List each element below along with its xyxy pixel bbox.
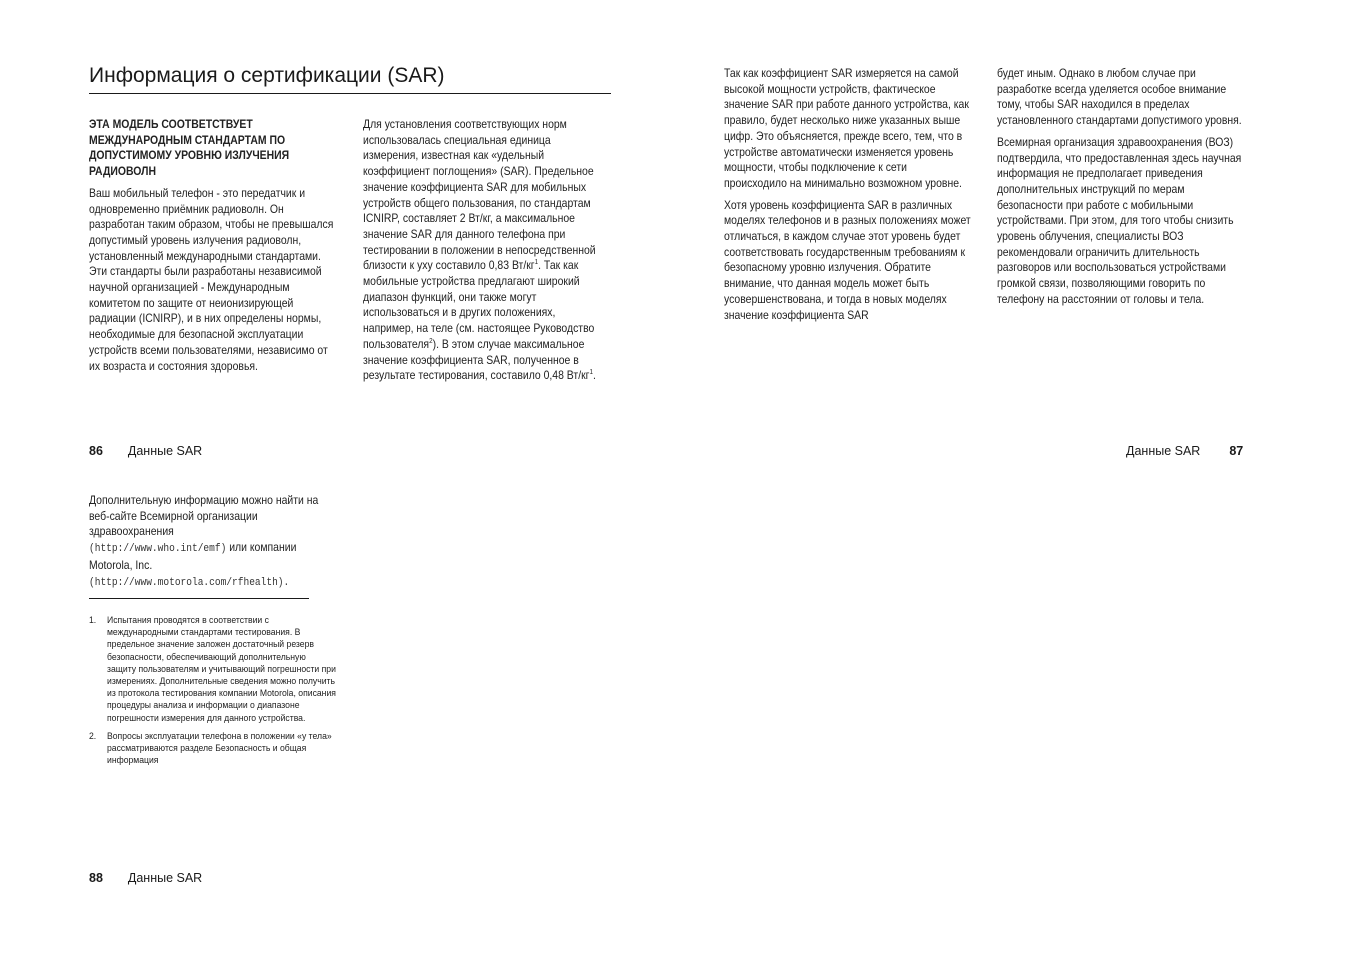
sar-text-part2: . Так как мобильные устройства предлагают широкий диапазон функций, они также могут использоваться и в других положениях, например, на теле (см. настоящее Руководство пользователя bbox=[363, 259, 595, 351]
sar-text-part3: ). В этом случае максимальное значение коэффициента SAR, полученное в результате тестирования, составило 0,48 Вт/кг bbox=[363, 337, 590, 383]
footnote-ref-2[interactable]: 2 bbox=[429, 337, 433, 345]
footer-label: Данные SAR bbox=[127, 871, 203, 885]
page-number: 88 bbox=[89, 871, 103, 885]
footnote-text: Испытания проводятся в соответствии с международными стандартами тестирования. В предельное значение заложен достаточный резерв безопасности, обеспечивающий дополнительную защиту пользователям и учитывающий погрешности при измерениях. Дополнительные сведения можно получить из протокола тестирования компании Motorola, описания процедуры анализа и информации о диапазоне погрешности измерения для данного устройства. bbox=[107, 615, 336, 724]
footnote-number: 1. bbox=[89, 615, 97, 626]
page86-footer bbox=[89, 443, 202, 459]
page88-info bbox=[89, 493, 339, 597]
page-number: 87 bbox=[1229, 444, 1244, 458]
sar-text-part4: . bbox=[592, 369, 596, 383]
footnote-2 bbox=[89, 731, 337, 768]
intro-paragraph: Ваш мобильный телефон - это передатчик и одновременно приёмник радиоволн. Он разработан таким образом, чтобы не превышался допустимый уровень излучения радиоволн, установленный международными стандартами. Эти стандарты были разработаны независимой научной организацией - Международным комитетом по защите от неионизирующей радиации (ICNIRP), и в них определены нормы, необходимые для безопасной эксплуатации устройств всеми пользователями, независимо от их возраста и состояния здоровья. bbox=[89, 186, 334, 373]
page87-footer bbox=[1126, 443, 1243, 459]
motorola-link[interactable]: (http://www.motorola.com/rfhealth). bbox=[89, 576, 290, 589]
footnote-ref-1b[interactable]: 1 bbox=[589, 369, 593, 377]
page87-column-2 bbox=[997, 66, 1245, 314]
page88-footer bbox=[89, 870, 202, 886]
page-title: Информация о сертификации (SAR) bbox=[89, 62, 611, 94]
paragraph: Всемирная организация здравоохранения (ВОЗ) подтвердила, что предоставленная здесь научная информация не предполагает приведения дополнительных инструкций по мерам безопасности при работе с мобильными устройствами. При этом, для того чтобы снизить уровень облучения, специалисты ВОЗ рекомендовали ограничить длительность разговоров или воспользоваться устройствами громкой связи, позволяющими говорить по телефону на расстоянии от головы и тела. bbox=[997, 135, 1242, 306]
info-paragraph bbox=[89, 493, 339, 591]
page86-column-1 bbox=[89, 117, 337, 380]
info-connector: или компании Motorola, Inc. bbox=[89, 541, 297, 572]
footer-label: Данные SAR bbox=[1126, 444, 1201, 458]
who-link[interactable]: (http://www.who.int/emf) bbox=[89, 543, 227, 556]
section-heading: ЭТА МОДЕЛЬ СООТВЕТСТВУЕТ МЕЖДУНАРОДНЫМ СТАНДАРТАМ ПО ДОПУСТИМОМУ УРОВНЮ ИЗЛУЧЕНИЯ РАДИОВОЛН bbox=[89, 118, 290, 179]
page-number: 86 bbox=[89, 444, 103, 458]
footnote-number: 2. bbox=[89, 730, 97, 742]
paragraph: будет иным. Однако в любом случае при разработке всегда уделяется особое внимание тому, чтобы SAR находился в пределах установленного стандартами допустимого уровня. bbox=[997, 67, 1242, 128]
sar-text-part1: Для установления соответствующих норм использовалась специальная единица измерения, известная как «удельный коэффициент поглощения» (SAR). Предельное значение коэффициента SAR для мобильных устройств общего пользования, по стандартам ICNIRP, составляет 2 Вт/кг, а максимальное значение SAR для данного телефона при тестировании в положении в непосредственной близости к уху составило 0,83 Вт/кг bbox=[363, 118, 596, 273]
footnote-text: Вопросы эксплуатации телефона в положении «у тела» рассматриваются разделе Безопасность и общая информация bbox=[107, 730, 332, 767]
footnote-1 bbox=[89, 615, 337, 725]
footnotes bbox=[89, 615, 337, 773]
paragraph: Так как коэффициент SAR измеряется на самой высокой мощности устройств, фактическое значение SAR при работе данного устройства, как правило, будет несколько ниже указанных выше цифр. Это объясняется, прежде всего, тем, что в устройстве автоматически изменяется уровень мощности, чтобы подключение к сети происходило на минимально возможном уровне. bbox=[724, 67, 969, 190]
page87-column-1 bbox=[724, 66, 972, 329]
paragraph: Хотя уровень коэффициента SAR в различных моделях телефонов и в разных положениях может отличаться, в каждом случае этот уровень будет соответствовать государственным требованиям к безопасному уровню излучения. Обратите внимание, что данная модель может быть усовершенствована, и тогда в новых моделях значение коэффициента SAR bbox=[724, 198, 971, 322]
info-text: Дополнительную информацию можно найти на веб-сайте Всемирной организации здравоохранения bbox=[89, 494, 319, 539]
footer-label: Данные SAR bbox=[127, 444, 203, 458]
footnote-ref-1[interactable]: 1 bbox=[534, 259, 539, 267]
page86-column-2 bbox=[363, 117, 608, 390]
footnote-divider bbox=[89, 598, 309, 599]
sar-paragraph bbox=[363, 117, 608, 384]
